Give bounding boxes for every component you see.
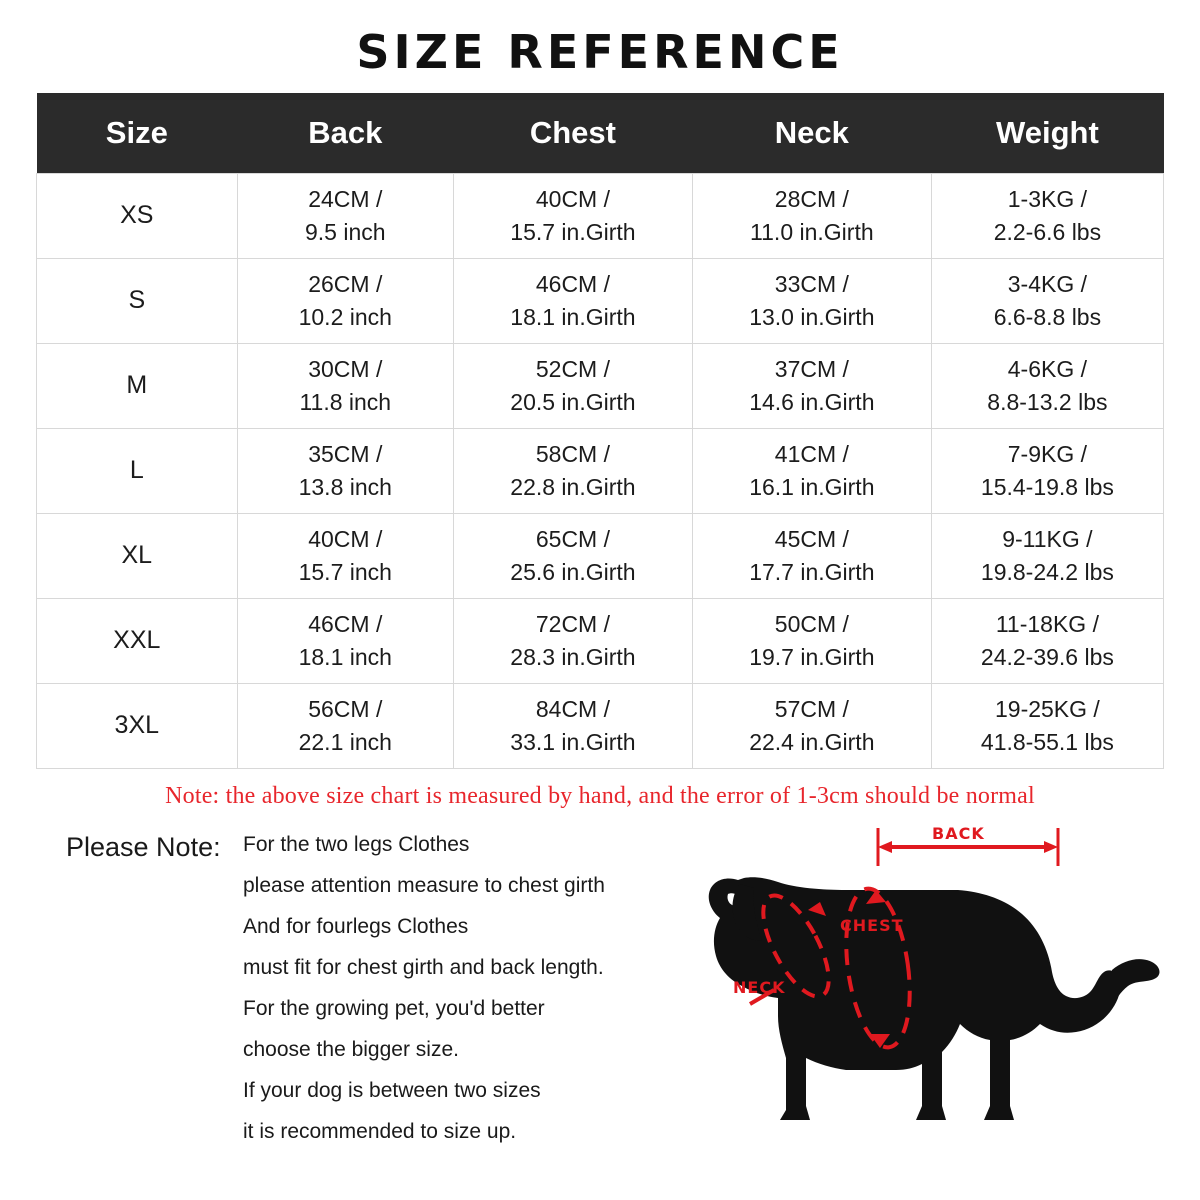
cell-weight	[931, 598, 1163, 683]
note-line: must fit for chest girth and back length.	[243, 955, 604, 979]
cell-back	[237, 258, 453, 343]
cell-size: 3XL	[37, 683, 238, 768]
measurement-disclaimer: Note: the above size chart is measured by hand, and the error of 1-3cm should be normal	[165, 782, 1035, 809]
cell-line-lbs: 24.2-39.6 lbs	[980, 643, 1114, 670]
note-line: please attention measure to chest girth	[243, 873, 605, 897]
cell-line-inch: 22.8 in.Girth	[510, 473, 636, 500]
cell-line-cm: 30CM /	[308, 355, 383, 382]
table-row	[37, 343, 1164, 428]
cell-line-cm: 33CM /	[774, 270, 849, 297]
cell-line-lbs: 8.8-13.2 lbs	[987, 388, 1108, 415]
cell-line-inch: 18.1 inch	[298, 643, 392, 670]
cell-line-lbs: 6.6-8.8 lbs	[993, 303, 1102, 330]
cell-neck	[692, 173, 931, 258]
dog-measurement-diagram	[700, 820, 1170, 1140]
cell-back	[237, 513, 453, 598]
cell-neck	[692, 343, 931, 428]
table-row	[37, 173, 1164, 258]
cell-chest	[453, 173, 692, 258]
cell-line-lbs: 41.8-55.1 lbs	[980, 728, 1114, 755]
cell-size: S	[37, 258, 238, 343]
cell-line-cm: 58CM /	[535, 440, 610, 467]
cell-chest	[453, 258, 692, 343]
cell-line-cm: 37CM /	[774, 355, 849, 382]
cell-line-inch: 28.3 in.Girth	[510, 643, 636, 670]
table-body	[37, 173, 1164, 768]
cell-neck	[692, 428, 931, 513]
cell-line-inch: 11.8 inch	[299, 388, 392, 415]
note-list	[243, 834, 663, 1162]
label-neck: NECK	[733, 977, 786, 997]
cell-line-cm: 57CM /	[774, 695, 849, 722]
cell-weight	[931, 258, 1163, 343]
page-title: SIZE REFERENCE	[356, 25, 844, 79]
cell-line-inch: 13.8 inch	[298, 473, 392, 500]
column-header-back: Back	[237, 93, 453, 173]
cell-line-inch: 11.0 in.Girth	[750, 218, 874, 245]
cell-neck	[692, 683, 931, 768]
cell-line-kg: 4-6KG /	[1007, 355, 1088, 382]
cell-chest	[453, 513, 692, 598]
cell-line-cm: 52CM /	[535, 355, 610, 382]
table-row	[37, 258, 1164, 343]
cell-weight	[931, 513, 1163, 598]
column-header-neck: Neck	[692, 93, 931, 173]
size-table-wrapper	[36, 93, 1164, 769]
cell-back	[237, 428, 453, 513]
cell-neck	[692, 258, 931, 343]
cell-line-inch: 20.5 in.Girth	[510, 388, 636, 415]
cell-back	[237, 598, 453, 683]
cell-line-inch: 33.1 in.Girth	[510, 728, 636, 755]
cell-line-cm: 46CM /	[535, 270, 610, 297]
please-note-label: Please Note:	[66, 831, 221, 862]
cell-line-cm: 46CM /	[308, 610, 383, 637]
cell-chest	[453, 428, 692, 513]
cell-chest	[453, 598, 692, 683]
cell-line-inch: 13.0 in.Girth	[749, 303, 875, 330]
table-row	[37, 598, 1164, 683]
column-header-weight: Weight	[931, 93, 1163, 173]
cell-line-inch: 10.2 inch	[298, 303, 392, 330]
cell-line-inch: 9.5 inch	[305, 218, 386, 245]
cell-weight	[931, 343, 1163, 428]
note-line: For the growing pet, you'd better	[243, 996, 545, 1020]
cell-line-inch: 19.7 in.Girth	[749, 643, 875, 670]
table-header	[37, 93, 1164, 173]
cell-line-lbs: 2.2-6.6 lbs	[993, 218, 1102, 245]
cell-size: L	[37, 428, 238, 513]
cell-size: M	[37, 343, 238, 428]
cell-weight	[931, 683, 1163, 768]
cell-weight	[931, 173, 1163, 258]
cell-line-inch: 17.7 in.Girth	[749, 558, 875, 585]
size-table	[36, 93, 1164, 769]
cell-line-kg: 11-18KG /	[995, 610, 1099, 637]
cell-line-cm: 40CM /	[308, 525, 383, 552]
cell-line-inch: 22.4 in.Girth	[749, 728, 875, 755]
cell-line-cm: 84CM /	[535, 695, 610, 722]
cell-size: XS	[37, 173, 238, 258]
cell-line-cm: 28CM /	[774, 185, 849, 212]
cell-line-cm: 50CM /	[774, 610, 849, 637]
table-row	[37, 428, 1164, 513]
cell-back	[237, 683, 453, 768]
cell-line-kg: 7-9KG /	[1007, 440, 1088, 467]
cell-back	[237, 173, 453, 258]
cell-line-inch: 15.7 in.Girth	[510, 218, 636, 245]
cell-back	[237, 343, 453, 428]
note-line: it is recommended to size up.	[243, 1119, 517, 1143]
cell-neck	[692, 513, 931, 598]
cell-line-inch: 18.1 in.Girth	[510, 303, 636, 330]
table-header-row	[37, 93, 1164, 173]
cell-line-cm: 35CM /	[308, 440, 383, 467]
cell-weight	[931, 428, 1163, 513]
cell-line-cm: 24CM /	[308, 185, 383, 212]
cell-size: XL	[37, 513, 238, 598]
cell-line-cm: 45CM /	[774, 525, 849, 552]
label-chest: CHEST	[840, 915, 904, 935]
column-header-size: Size	[37, 93, 238, 173]
label-back: BACK	[932, 823, 985, 843]
note-line: And for fourlegs Clothes	[243, 914, 469, 938]
table-row	[37, 683, 1164, 768]
cell-chest	[453, 343, 692, 428]
cell-line-cm: 72CM /	[535, 610, 610, 637]
cell-line-cm: 40CM /	[535, 185, 610, 212]
cell-chest	[453, 683, 692, 768]
cell-line-inch: 14.6 in.Girth	[749, 388, 875, 415]
cell-line-kg: 3-4KG /	[1007, 270, 1088, 297]
cell-line-kg: 1-3KG /	[1007, 185, 1088, 212]
cell-line-kg: 9-11KG /	[1002, 525, 1093, 552]
cell-line-cm: 26CM /	[308, 270, 383, 297]
cell-line-inch: 22.1 inch	[298, 728, 392, 755]
note-line: choose the bigger size.	[243, 1037, 459, 1061]
note-line: If your dog is between two sizes	[243, 1078, 541, 1102]
cell-line-inch: 15.7 inch	[298, 558, 392, 585]
cell-line-cm: 41CM /	[774, 440, 849, 467]
table-row	[37, 513, 1164, 598]
bottom-section	[0, 820, 1200, 1150]
cell-line-cm: 65CM /	[535, 525, 610, 552]
column-header-chest: Chest	[453, 93, 692, 173]
cell-neck	[692, 598, 931, 683]
cell-size: XXL	[37, 598, 238, 683]
note-line: For the two legs Clothes	[243, 832, 470, 856]
cell-line-kg: 19-25KG /	[994, 695, 1100, 722]
cell-line-lbs: 15.4-19.8 lbs	[980, 473, 1114, 500]
cell-line-cm: 56CM /	[308, 695, 383, 722]
cell-line-inch: 16.1 in.Girth	[749, 473, 875, 500]
cell-line-lbs: 19.8-24.2 lbs	[980, 558, 1114, 585]
cell-line-inch: 25.6 in.Girth	[510, 558, 636, 585]
